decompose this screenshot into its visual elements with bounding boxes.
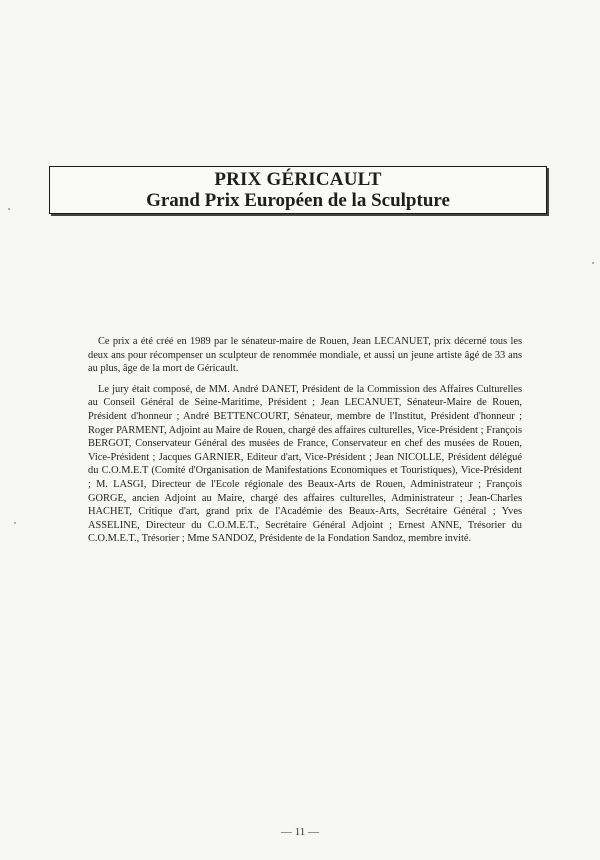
title-box [49, 166, 547, 214]
paper-speck [14, 522, 16, 524]
paper-speck [592, 262, 594, 264]
paragraph-intro: Ce prix a été créé en 1989 par le sénateur-maire de Rouen, Jean LECANUET, prix décerné tous les deux ans pour récompenser un sculpteur de renommée mondiale, et aussi un jeune artiste âgé de 33 ans au plus, âge de la mort de Géricault. [88, 336, 522, 375]
page-number: — 11 — [280, 826, 320, 838]
body-text [88, 335, 522, 553]
paragraph-jury: Le jury était composé, de MM. André DANET, Président de la Commission des Affaires Culturelles au Conseil Général de Seine-Maritime, Président ; Jean LECANUET, Sénateur-Maire de Rouen, Président d'honneur ; André BETTENCOURT, Sénateur, membre de l'Institut, Président d'honneur ; Roger PARMENT, Adjoint au Maire de Rouen, chargé des affaires culturelles, Vice-Président ; François BERGOT, Conservateur Général des musées de France, Conservateur en chef des musées de Rouen, Vice-Président ; Jacques GARNIER, Editeur d'art, Vice-Président ; Jean NICOLLE, Président délégué du C.O.M.E.T (Comité d'Organisation de Manifestations Economiques et Touristiques), Vice-Président ; M. LASGI, Directeur de l'Ecole régionale des Beaux-Arts de Rouen, Administrateur ; François GORGE, ancien Adjoint au Maire, chargé des affaires culturelles, Administrateur ; Jean-Charles HACHET, Critique d'art, grand prix de l'Académie des Beaux-Arts, Secrétaire Général ; Yves ASSELINE, Directeur du C.O.M.E.T., Secrétaire Général Adjoint ; Ernest ANNE, Trésorier du C.O.M.E.T., Trésorier ; Mme SANDOZ, Présidente de la Fondation Sandoz, membre invité. [88, 383, 522, 545]
paper-speck [8, 208, 10, 210]
title-subheading: Grand Prix Européen de la Sculpture [146, 190, 450, 211]
title-heading: PRIX GÉRICAULT [214, 169, 382, 190]
